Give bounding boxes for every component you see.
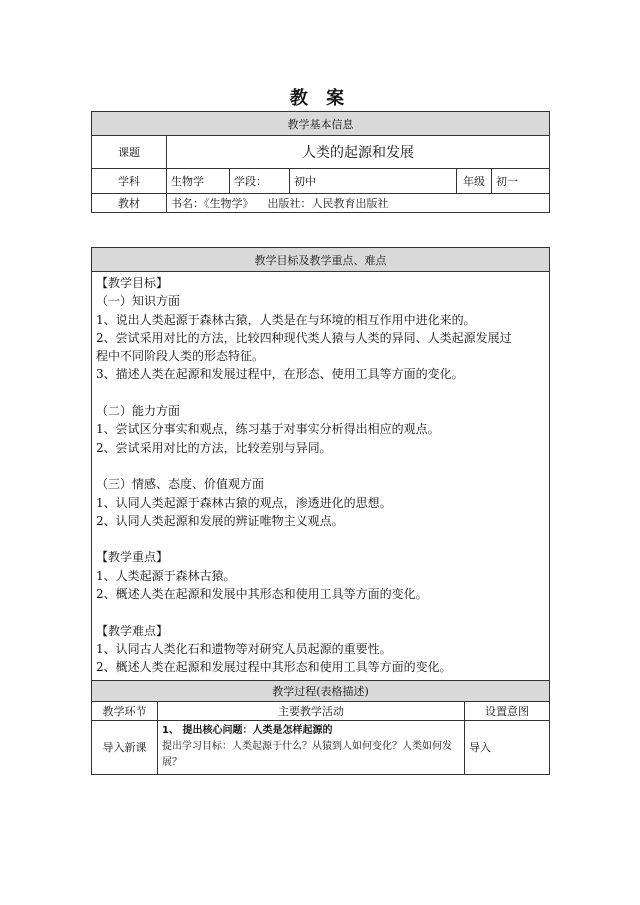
goal-line: 程中不同阶段人类的形态特征。: [96, 349, 265, 364]
goal-line: 2、尝试采用对比的方法，比较差别与异同。: [96, 440, 332, 455]
subject-label: 学科: [92, 169, 167, 194]
goal-line: 1、说出人类起源于森林古猿，人类是在与环境的相互作用中进化来的。: [96, 312, 476, 327]
grade-label: 年级: [457, 169, 492, 194]
stage-label: 学段：: [230, 169, 290, 194]
blank-line: [96, 530, 545, 548]
goal-line: 【教学目标】: [96, 276, 169, 290]
row-stage: 导入新课: [92, 720, 158, 774]
grade-value: 初一: [492, 169, 550, 194]
stage-value: 初中: [290, 169, 457, 194]
blank-line: [96, 457, 545, 475]
document-title: 教 案: [289, 88, 351, 109]
goal-line: 1、尝试区分事实和观点，练习基于对事实分析得出相应的观点。: [96, 422, 440, 437]
goal-line: 【教学难点】: [96, 623, 169, 638]
goals-content: [92, 272, 550, 681]
goal-line: 2、概述人类在起源和发展过程中其形态和使用工具等方面的变化。: [96, 660, 452, 675]
goal-line: 3、描述人类在起源和发展过程中，在形态、使用工具等方面的变化。: [96, 367, 464, 382]
col-intent-header: 设置意图: [465, 701, 550, 720]
textbook-value: 书名：《生物学》 出版社：人民教育出版社: [167, 194, 550, 213]
col-activity-header: 主要教学活动: [158, 701, 465, 720]
goal-line: （二）能力方面: [96, 404, 181, 419]
goal-line: （三）情感、态度、价值观方面: [96, 477, 265, 492]
goal-line: 1、认同古人类化石和遗物等对研究人员起源的重要性。: [96, 641, 392, 656]
goal-line: 2、概述人类在起源和发展中其形态和使用工具等方面的变化。: [96, 587, 428, 602]
row-intent: 导入: [465, 720, 550, 774]
col-stage-header: 教学环节: [92, 701, 158, 720]
goal-line: 1、认同人类起源于森林古猿的观点，渗透进化的思想。: [96, 495, 392, 510]
goals-header: 教学目标及教学重点、难点: [92, 248, 550, 272]
goal-line: 【教学重点】: [96, 550, 169, 565]
goal-line: （一）知识方面: [96, 294, 181, 309]
activity-text: 提出学习目标：人类起源于什么？从猿到人如何变化？人类如何发展？: [162, 740, 452, 768]
row-activity: [158, 720, 465, 774]
process-header: 教学过程(表格描述): [92, 680, 550, 701]
activity-title: 1、 提出核心问题：人类是怎样起源的: [162, 724, 333, 736]
basic-info-table: [91, 111, 550, 213]
goal-line: 1、人类起源于森林古猿。: [96, 568, 236, 583]
basic-info-header: 教学基本信息: [92, 112, 550, 136]
goal-line: 2、认同人类起源和发展的辨证唯物主义观点。: [96, 513, 344, 528]
goal-line: 2、尝试采用对比的方法，比较四种现代类人猿与人类的异同、人类起源发展过: [96, 330, 512, 345]
textbook-label: 教材: [92, 194, 167, 213]
topic-value: 人类的起源和发展: [167, 136, 550, 169]
subject-value: 生物学: [167, 169, 230, 194]
blank-line: [96, 603, 545, 621]
blank-line: [96, 384, 545, 402]
topic-label: 课题: [92, 136, 167, 169]
teaching-plan-table: [91, 247, 550, 775]
